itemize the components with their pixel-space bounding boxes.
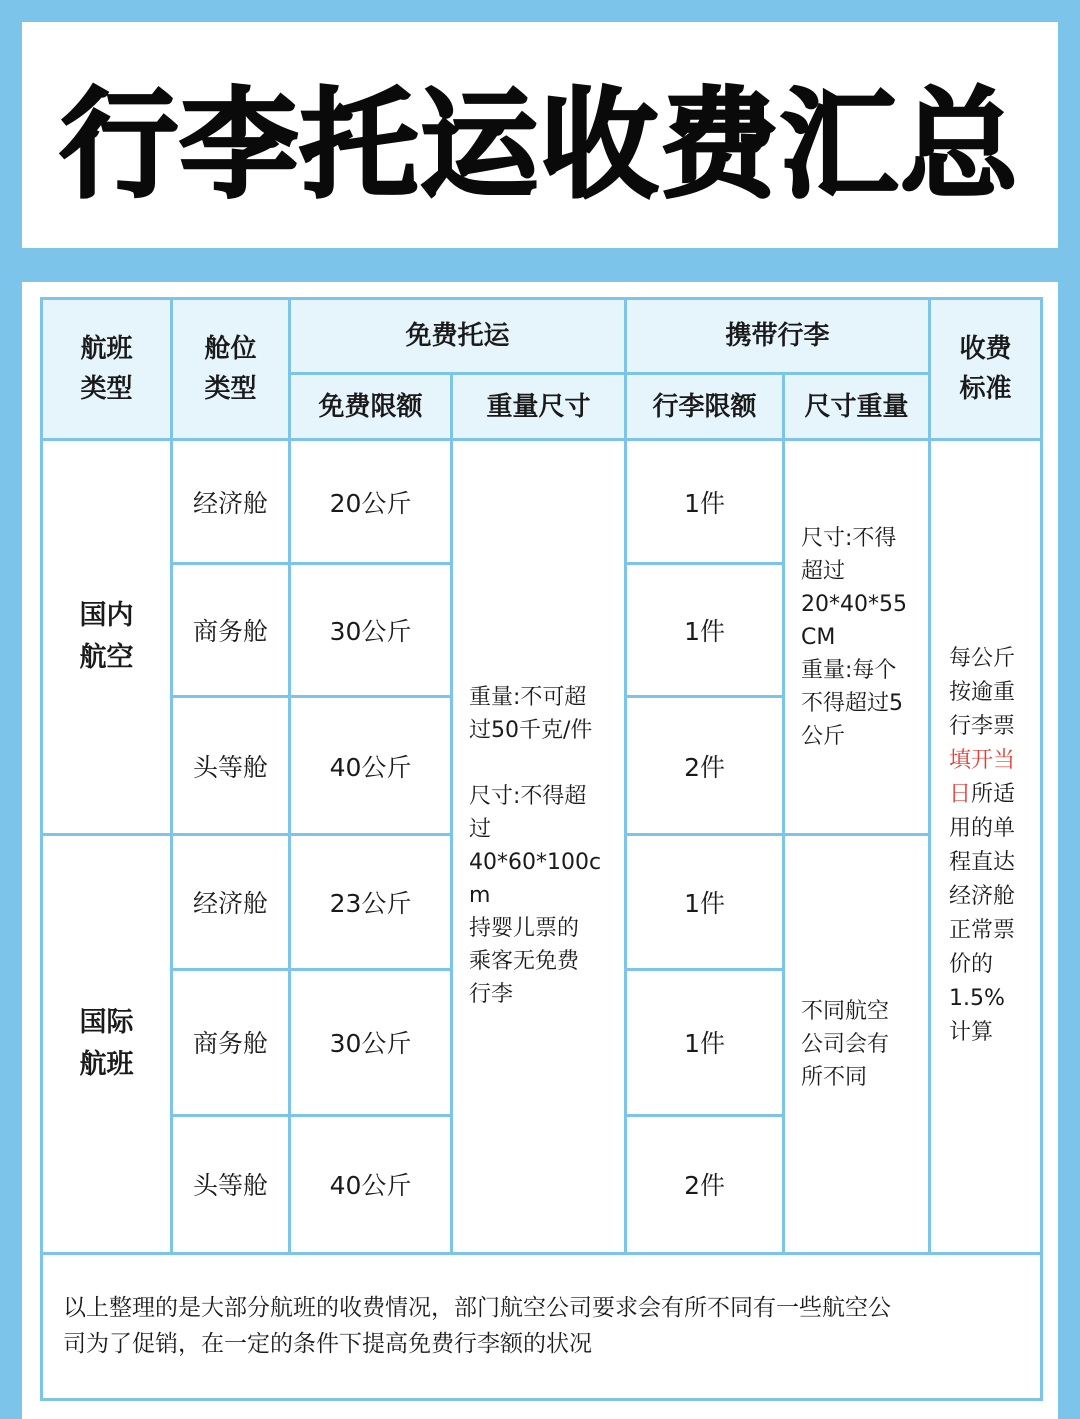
free-limit-cell: 20公斤 xyxy=(290,440,452,564)
group-domestic: 国内 航空 xyxy=(42,440,172,835)
free-limit-cell: 30公斤 xyxy=(290,969,452,1115)
cabin-cell: 经济舱 xyxy=(172,835,290,969)
free-limit-cell: 40公斤 xyxy=(290,697,452,835)
group-international: 国际 航班 xyxy=(42,835,172,1253)
header-fee-standard: 收费 标准 xyxy=(930,299,1042,440)
cabin-cell: 头等舱 xyxy=(172,697,290,835)
carry-limit-cell: 1件 xyxy=(626,969,784,1115)
note-row xyxy=(42,1253,1042,1399)
page-title: 行李托运收费汇总 xyxy=(59,76,1020,214)
international-size-weight-cell: 不同航空 公司会有 所不同 xyxy=(784,835,930,1253)
free-limit-cell: 30公斤 xyxy=(290,564,452,697)
baggage-fee-table xyxy=(40,297,1043,1401)
title-banner xyxy=(22,22,1058,248)
cabin-cell: 经济舱 xyxy=(172,440,290,564)
header-free-limit: 免费限额 xyxy=(290,374,452,440)
free-limit-cell: 40公斤 xyxy=(290,1115,452,1253)
header-free-checked: 免费托运 xyxy=(290,299,626,374)
carry-limit-cell: 2件 xyxy=(626,697,784,835)
header-baggage-limit: 行李限额 xyxy=(626,374,784,440)
content-card xyxy=(22,282,1058,1419)
cabin-cell: 商务舱 xyxy=(172,564,290,697)
domestic-size-weight-cell: 尺寸:不得 超过 20*40*55 CM 重量:每个 不得超过5 公斤 xyxy=(784,440,930,835)
free-limit-cell: 23公斤 xyxy=(290,835,452,969)
fee-highlight: 填开当 xyxy=(949,748,1016,774)
header-weight-size: 重量尺寸 xyxy=(452,374,626,440)
carry-limit-cell: 1件 xyxy=(626,564,784,697)
cabin-cell: 头等舱 xyxy=(172,1115,290,1253)
carry-limit-cell: 1件 xyxy=(626,835,784,969)
table-row xyxy=(42,440,1042,564)
header-size-weight: 尺寸重量 xyxy=(784,374,930,440)
footnote: 以上整理的是大部分航班的收费情况，部门航空公司要求会有所不同有一些航空公 司为了促销，在一定的条件下提高免费行李额的状况 xyxy=(42,1253,1042,1399)
carry-limit-cell: 1件 xyxy=(626,440,784,564)
fee-highlight-2: 日 xyxy=(949,782,972,808)
carry-limit-cell: 2件 xyxy=(626,1115,784,1253)
weight-size-cell: 重量:不可超 过50千克/件 尺寸:不得超 过 40*60*100c m 持婴儿票的 乘客无免费 行李 xyxy=(452,440,626,1254)
cabin-cell: 商务舱 xyxy=(172,969,290,1115)
header-cabin-type: 舱位 类型 xyxy=(172,299,290,440)
header-carry-on: 携带行李 xyxy=(626,299,930,374)
header-flight-type: 航班 类型 xyxy=(42,299,172,440)
fee-standard-cell: 每公斤 按逾重 行李票 填开当 日所适 用的单 程直达 经济舱 正常票 价的 1.5% 计算 xyxy=(930,440,1042,1254)
